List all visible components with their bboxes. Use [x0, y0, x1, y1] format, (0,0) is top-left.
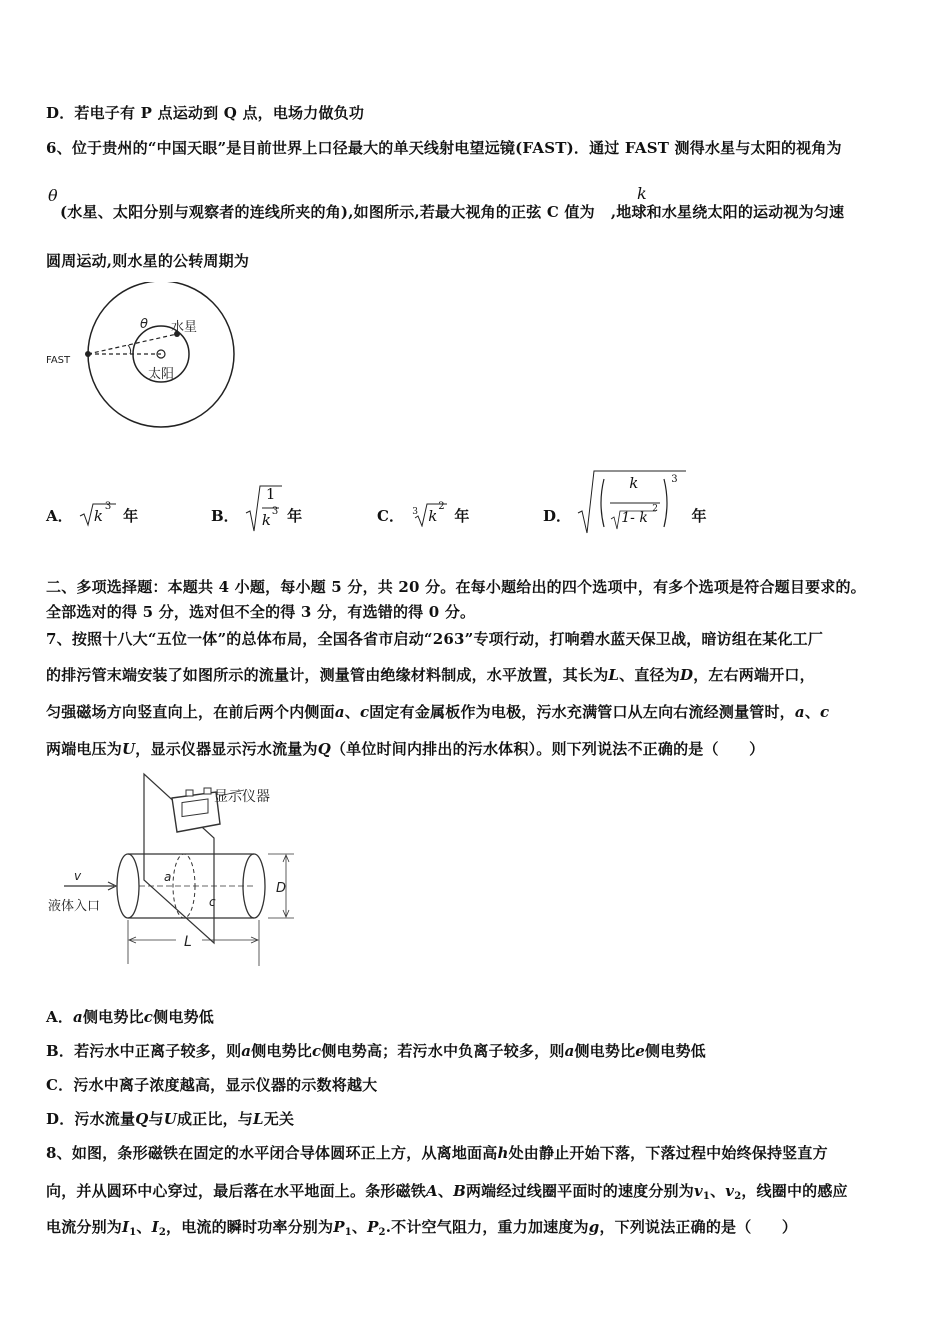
- sub-2: 2: [734, 1191, 742, 1202]
- option-c-label: C．: [377, 507, 404, 525]
- mercury-label: 水星: [171, 320, 198, 335]
- var-a: a: [564, 1042, 575, 1060]
- sep: 、: [344, 703, 360, 721]
- opt-text: B．若污水中正离子较多，则: [46, 1042, 242, 1060]
- var-e: e: [635, 1042, 646, 1060]
- opt-text: A．: [46, 1008, 74, 1026]
- q6-stem-line3: 圆周运动,则水星的公转周期为: [46, 252, 250, 270]
- var-v: v: [725, 1182, 735, 1200]
- opt-text: 与: [148, 1110, 164, 1128]
- q6-option-c: [377, 501, 470, 527]
- theta-label: θ: [140, 317, 148, 332]
- expr-den: 1- k: [621, 510, 648, 526]
- sep: 、: [804, 703, 821, 721]
- k-symbol: k: [637, 184, 647, 203]
- q5-option-d: D．若电子有 P 点运动到 Q 点，电场力做负功: [46, 104, 365, 122]
- option-b-label: B．: [211, 507, 239, 525]
- q7-line2-b: 、直径为: [619, 666, 680, 684]
- expr-k: k: [93, 507, 103, 525]
- expr-den-exp: 2: [652, 504, 658, 514]
- L-label: L: [184, 934, 192, 950]
- q8-text: 向，并从圆环中心穿过，最后落在水平地面上。条形磁铁: [46, 1182, 427, 1200]
- q6-option-b: [211, 485, 303, 529]
- expr-exp: 2: [438, 501, 445, 512]
- theta-symbol: θ: [48, 186, 58, 205]
- terminal-right: [204, 788, 211, 794]
- var-A: A: [426, 1182, 438, 1200]
- option-b-unit: 年: [287, 507, 303, 525]
- var-c: c: [820, 703, 830, 721]
- q8-stem-line1: [46, 1142, 828, 1163]
- var-a: a: [794, 703, 805, 721]
- inlet-label: 液体入口: [48, 899, 101, 914]
- expr-outer-exp: 3: [671, 474, 678, 485]
- option-a-expr: [78, 501, 118, 527]
- q6-orbit-figure: [44, 282, 244, 432]
- q8-text: 、: [437, 1182, 454, 1200]
- q8-text: 两端经过线圈平面时的速度分别为: [465, 1182, 694, 1200]
- var-c: c: [143, 1008, 154, 1026]
- var-Q: Q: [135, 1110, 149, 1128]
- q7-line4-a: 两端电压为: [46, 740, 123, 758]
- opt-text: 侧电势比: [251, 1042, 313, 1060]
- q7-flowmeter-figure: [44, 768, 304, 973]
- q6-stem-line2-a: (水星、太阳分别与观察者的连线所夹的角),如图所示,若最大视角的正弦 C 值为: [60, 203, 595, 221]
- theta-arc: [128, 345, 131, 354]
- q7-line2-c: ，左右两端开口，: [693, 666, 815, 684]
- var-B: B: [453, 1182, 466, 1200]
- var-a: a: [73, 1008, 83, 1026]
- var-g: g: [588, 1218, 600, 1236]
- q8-text: ，电流的瞬时功率分别为: [166, 1218, 334, 1236]
- q8-text: 电流分别为: [46, 1218, 123, 1236]
- sub-1: 1: [344, 1227, 352, 1238]
- var-L: L: [608, 666, 620, 684]
- opt-text: D．污水流量: [46, 1110, 136, 1128]
- expr-exp: 3: [271, 506, 279, 517]
- opt-text: 侧电势低: [645, 1042, 706, 1060]
- opt-text: 侧电势比: [574, 1042, 636, 1060]
- var-L: L: [253, 1110, 264, 1128]
- opt-text: 成正比，与: [176, 1110, 253, 1128]
- var-D: D: [679, 666, 694, 684]
- opt-text: 侧电势比: [82, 1008, 144, 1026]
- q6-stem-line2-b: ,地球和水星绕太阳的运动视为匀速: [610, 203, 845, 221]
- instrument-label: 显示仪器: [214, 789, 270, 805]
- q7-stem-line3: [46, 701, 829, 722]
- q7-line2-a: 的排污管末端安装了如图所示的流量计，测量管由绝缘材料制成，水平放置，其长为: [46, 666, 609, 684]
- var-I: I: [151, 1218, 159, 1236]
- var-c: c: [359, 703, 370, 721]
- fast-label: FAST: [46, 355, 71, 366]
- expr-exp: 3: [104, 501, 112, 512]
- opt-text: 侧电势低: [153, 1008, 214, 1026]
- section2-line1: 二、多项选择题：本题共 4 小题，每小题 5 分，共 20 分。在每小题给出的四个选项中，有多个选项是符合题目要求的。: [46, 578, 866, 596]
- option-c-expr: [409, 501, 449, 527]
- q7-line3-b: 固定有金属板作为电极，污水充满管口从左向右流经测量管时，: [369, 703, 795, 721]
- q6-option-d: [543, 474, 707, 527]
- q8-text: 处由静止开始下落，下落过程中始终保持竖直方: [508, 1144, 828, 1162]
- c-label: c: [209, 895, 216, 909]
- q8-text: ，下列说法正确的是（ ）: [599, 1218, 798, 1236]
- opt-text: 无关: [263, 1110, 295, 1128]
- var-c: c: [312, 1042, 322, 1060]
- expr-k: k: [261, 511, 272, 529]
- var-P: P: [367, 1218, 379, 1236]
- a-label: a: [164, 870, 172, 884]
- tube-left-end: [117, 854, 139, 918]
- D-label: D: [276, 881, 287, 896]
- q8-stem-line2: [46, 1180, 848, 1202]
- q8-text: 8、如图，条形磁铁在固定的水平闭合导体圆环正上方，从离地面高: [46, 1144, 498, 1162]
- option-d-expr: [576, 474, 686, 527]
- section2-line2: 全部选对的得 5 分，选对但不全的得 3 分，有选错的得 0 分。: [46, 603, 476, 621]
- terminal-left: [186, 790, 193, 796]
- expr-k: k: [428, 507, 438, 525]
- option-a-unit: 年: [123, 507, 139, 525]
- q7-option-a: [46, 1006, 214, 1027]
- expr-num: k: [629, 474, 639, 492]
- q7-line4-c: （单位时间内排出的污水体积）。则下列说法不正确的是（ ）: [330, 740, 765, 758]
- q8-text: 、: [710, 1182, 726, 1200]
- var-U: U: [122, 740, 136, 758]
- var-a: a: [241, 1042, 252, 1060]
- option-b-expr: [244, 485, 282, 529]
- q7-stem-line4: [46, 738, 764, 759]
- sub-2: 2: [158, 1227, 166, 1238]
- display-instrument: [172, 792, 220, 832]
- sub-1: 1: [129, 1227, 137, 1238]
- var-h: h: [497, 1144, 509, 1162]
- q8-text: 、: [351, 1218, 368, 1236]
- var-I: I: [122, 1218, 130, 1236]
- q8-text: ，线圈中的感应: [741, 1182, 848, 1200]
- var-P: P: [333, 1218, 345, 1236]
- q6-stem-line2: [60, 201, 844, 222]
- sub-1: 1: [702, 1191, 711, 1202]
- q7-option-c: C．污水中离子浓度越高，显示仪器的示数将越大: [46, 1076, 378, 1094]
- q7-option-d: [46, 1108, 294, 1129]
- q7-line4-b: ，显示仪器显示污水流量为: [135, 740, 318, 758]
- option-a-label: A．: [46, 507, 73, 525]
- option-c-unit: 年: [454, 507, 470, 525]
- opt-text: 侧电势高；若污水中负离子较多，则: [321, 1042, 565, 1060]
- var-v: v: [693, 1182, 703, 1200]
- expr-num: 1: [265, 485, 276, 503]
- option-d-label: D．: [543, 507, 572, 525]
- var-Q: Q: [317, 740, 331, 758]
- option-d-unit: 年: [691, 507, 707, 525]
- var-U: U: [163, 1110, 177, 1128]
- q6-option-a: [46, 501, 139, 527]
- sub-2: 2: [378, 1227, 386, 1238]
- q7-option-b: [46, 1040, 706, 1061]
- sun-label: 太阳: [148, 367, 175, 382]
- q7-stem-line2: [46, 664, 815, 685]
- q6-stem-line1: 6、位于贵州的“中国天眼”是目前世界上口径最大的单天线射电望远镜(FAST)．通过 FAST 测得水星与太阳的视角为: [46, 139, 842, 157]
- q7-stem-line1: 7、按照十八大“五位一体”的总体布局，全国各省市启动“263”专项行动，打响碧水蓝天保卫战，暗访组在某化工厂: [46, 630, 824, 648]
- v-label: v: [74, 869, 82, 883]
- q8-text: 、: [136, 1218, 152, 1236]
- var-a: a: [334, 703, 345, 721]
- q7-line3-a: 匀强磁场方向竖直向上，在前后两个内侧面: [46, 703, 335, 721]
- q8-stem-line3: [46, 1216, 797, 1238]
- q8-text: .不计空气阻力，重力加速度为: [385, 1218, 589, 1236]
- expr-index: 3: [412, 507, 418, 517]
